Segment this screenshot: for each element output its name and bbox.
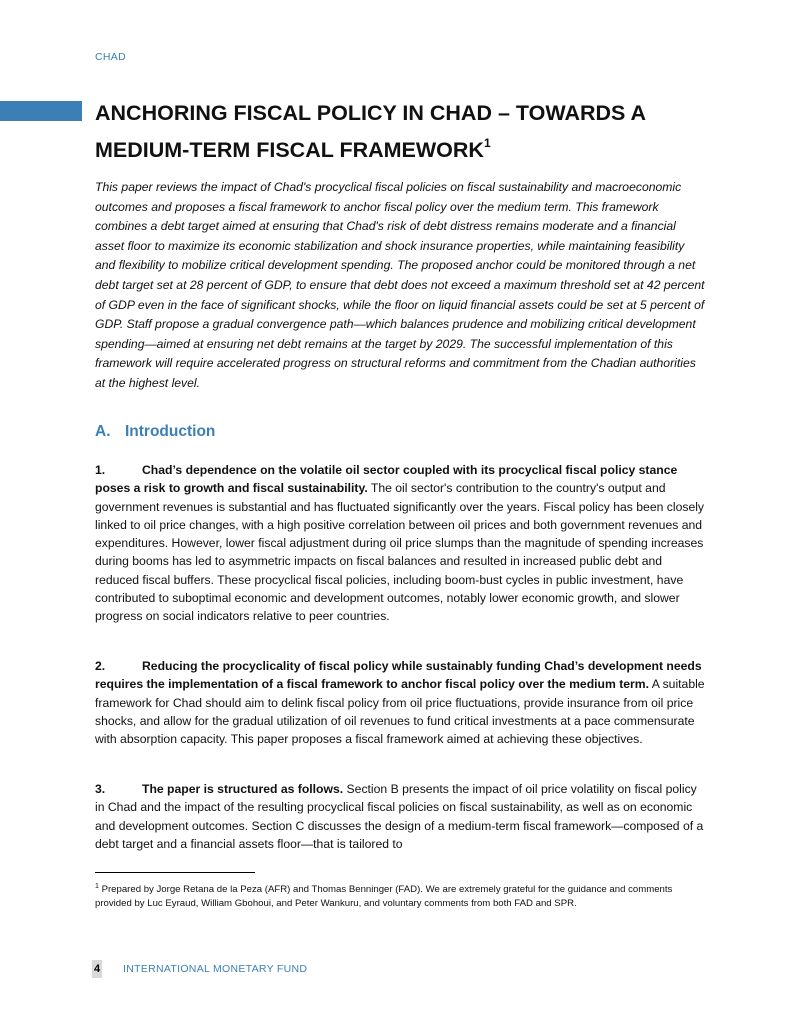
section-title: Introduction <box>125 423 216 440</box>
footnote <box>95 880 685 911</box>
footnote-divider <box>95 872 255 873</box>
paragraph-3 <box>95 780 705 853</box>
paper-title <box>95 97 735 166</box>
paragraph-lead: Reducing the procyclicality of fiscal policy while sustainably funding Chad’s development needs requires the implementation of a fiscal framework to anchor fiscal policy over the medium term. <box>95 659 702 692</box>
section-heading <box>95 423 215 441</box>
paragraph-2 <box>95 657 705 748</box>
footnote-text: Prepared by Jorge Retana de la Peza (AFR) and Thomas Benninger (FAD). We are extremely grateful for the guidance and comments provided by Luc Eyraud, William Gbohoui, and Peter Wankuru, and voluntary comments from both FAD and SPR. <box>95 884 673 910</box>
paper-title-text: ANCHORING FISCAL POLICY IN CHAD – TOWARDS A MEDIUM-TERM FISCAL FRAMEWORK <box>95 101 646 163</box>
paragraph-lead: The paper is structured as follows. <box>142 782 344 796</box>
paragraph-lead: Chad’s dependence on the volatile oil sector coupled with its procyclical fiscal policy stance poses a risk to growth and fiscal sustainability. <box>95 463 678 496</box>
footer-organization: INTERNATIONAL MONETARY FUND <box>123 963 308 975</box>
paragraph-body: The oil sector's contribution to the country's output and government revenues is substantial and has fluctuated significantly over the years. Fiscal policy has been closely linked to oil price changes, with a high positive correlation between oil prices and both government revenues and expenditures. However, lower fiscal adjustment during oil price slumps than the magnitude of spending increases during booms has led to asymmetric impacts on fiscal balances and resulted in increased public debt and reduced fiscal buffers. These procyclical fiscal policies, including boom-bust cycles in public investment, have contributed to suboptimal economic and development outcomes, notably lower economic growth, and slower progress on social indicators relative to peer countries. <box>95 481 705 624</box>
paragraph-number: 2. <box>95 659 106 673</box>
paragraph-number: 1. <box>95 463 106 477</box>
paragraph-number: 3. <box>95 782 106 796</box>
paragraph-body: A suitable framework for Chad should aim to delink fiscal policy from oil price fluctuations, provide insurance from oil price shocks, and allow for the gradual utilization of oil revenues to fund critical investments at a pace commensurate with absorption capacity. This paper proposes a fiscal framework aimed at achieving these objectives. <box>95 677 705 747</box>
paragraph-body: Section B presents the impact of oil price volatility on fiscal policy in Chad and the impact of the resulting procyclical fiscal policies on fiscal sustainability, as well as on economic and development outcomes. Section C discusses the design of a medium-term fiscal framework—composed of a debt target and a financial assets floor—that is tailored to <box>95 782 704 851</box>
page-number: 4 <box>92 960 102 978</box>
title-accent-bar <box>0 101 82 121</box>
running-header-country: CHAD <box>95 51 126 63</box>
section-letter: A. <box>95 423 111 440</box>
abstract: This paper reviews the impact of Chad's procyclical fiscal policies on fiscal sustainability and macroeconomic outcomes and proposes a fiscal framework to anchor fiscal policy over the medium term. This framework combines a debt target aimed at ensuring that Chad's risk of debt distress remains moderate and a financial asset floor to maximize its economic stabilization and shock insurance properties, while maintaining feasibility and flexibility to mobilize critical development spending. The proposed anchor could be monitored through a net debt target set at 28 percent of GDP, to ensure that debt does not exceed a maximum threshold set at 42 percent of GDP even in the face of significant shocks, while the floor on liquid financial assets could be set at 5 percent of GDP. Staff propose a gradual convergence path—which balances prudence and mobilizing critical development spending—aimed at ensuring net debt remains at the target by 2029. The successful implementation of this framework will require accelerated progress on structural reforms and commitment from the Chadian authorities at the highest level. <box>95 180 705 390</box>
title-footnote-mark: 1 <box>483 136 491 150</box>
footnote-mark: 1 <box>95 883 99 890</box>
paragraph-1 <box>95 461 705 626</box>
